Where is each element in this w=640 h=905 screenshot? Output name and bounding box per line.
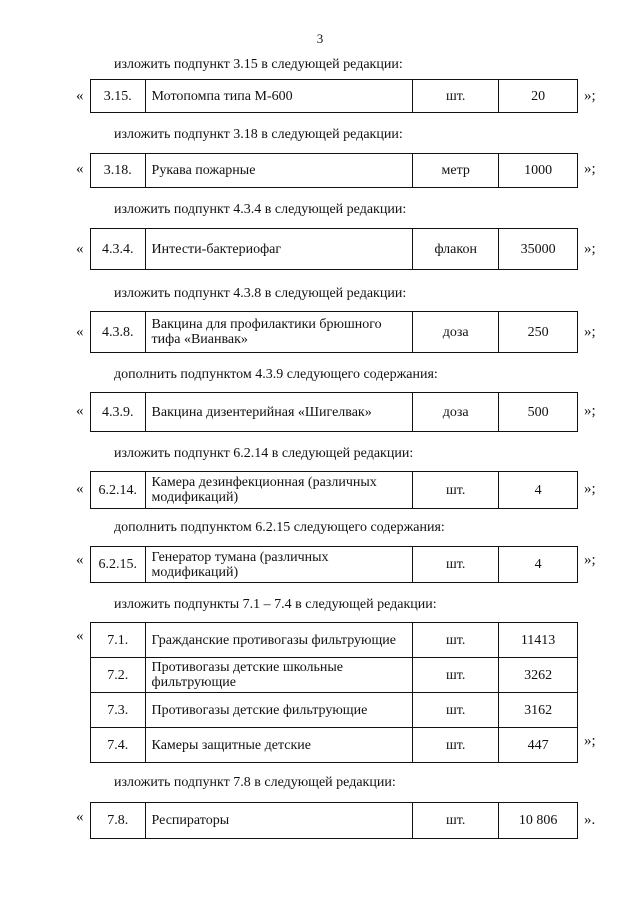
quote-open: « (76, 403, 84, 419)
quote-close: »; (584, 481, 596, 497)
item-unit: метр (413, 154, 499, 188)
item-quantity: 500 (499, 393, 578, 432)
item-number: 7.1. (91, 623, 146, 658)
table-row (91, 728, 578, 763)
item-name: Рукава пожарные (145, 154, 413, 188)
item-unit: шт. (413, 80, 499, 113)
item-quantity: 3262 (499, 658, 578, 693)
item-name: Генератор тумана (различных модификаций) (145, 547, 413, 583)
item-quantity: 4 (499, 547, 578, 583)
item-name: Камеры защитные детские (145, 728, 413, 763)
quote-open: « (76, 628, 84, 644)
item-quantity: 4 (499, 472, 578, 509)
item-quantity: 447 (499, 728, 578, 763)
intro-text: изложить подпункты 7.1 – 7.4 в следующей редакции: (114, 597, 437, 612)
item-number: 4.3.8. (91, 312, 146, 353)
item-quantity: 250 (499, 312, 578, 353)
quote-close: »; (584, 161, 596, 177)
item-table (90, 311, 578, 353)
item-unit: доза (413, 312, 499, 353)
item-table (90, 802, 578, 839)
item-quantity: 20 (499, 80, 578, 113)
table-row (91, 623, 578, 658)
item-name: Мотопомпа типа М-600 (145, 80, 413, 113)
item-unit: шт. (413, 658, 499, 693)
item-unit: шт. (413, 623, 499, 658)
quote-open: « (76, 241, 84, 257)
table-row (91, 229, 578, 270)
quote-close: »; (584, 324, 596, 340)
item-quantity: 35000 (499, 229, 578, 270)
quote-close: »; (584, 241, 596, 257)
item-table (90, 392, 578, 432)
item-quantity: 3162 (499, 693, 578, 728)
item-number: 7.3. (91, 693, 146, 728)
item-name: Вакцина для профилактики брюшного тифа «Вианвак» (145, 312, 413, 353)
item-table (90, 546, 578, 583)
item-number: 7.2. (91, 658, 146, 693)
item-unit: шт. (413, 547, 499, 583)
item-unit: шт. (413, 728, 499, 763)
item-unit: шт. (413, 693, 499, 728)
item-table (90, 471, 578, 509)
item-quantity: 11413 (499, 623, 578, 658)
item-name: Гражданские противогазы фильтрующие (145, 623, 413, 658)
table-row (91, 312, 578, 353)
intro-text: изложить подпункт 3.18 в следующей редакции: (114, 127, 403, 142)
table-row (91, 393, 578, 432)
intro-text: дополнить подпунктом 6.2.15 следующего содержания: (114, 520, 445, 535)
item-table (90, 153, 578, 188)
item-name: Интести-бактериофаг (145, 229, 413, 270)
item-table (90, 79, 578, 113)
item-unit: доза (413, 393, 499, 432)
intro-text: дополнить подпунктом 4.3.9 следующего содержания: (114, 367, 438, 382)
item-number: 7.4. (91, 728, 146, 763)
intro-text: изложить подпункт 6.2.14 в следующей редакции: (114, 446, 414, 461)
item-table (90, 228, 578, 270)
quote-open: « (76, 88, 84, 104)
item-name: Респираторы (145, 803, 413, 839)
item-number: 4.3.4. (91, 229, 146, 270)
intro-text: изложить подпункт 7.8 в следующей редакции: (114, 775, 396, 790)
quote-open: « (76, 552, 84, 568)
item-name: Камера дезинфекционная (различных модификаций) (145, 472, 413, 509)
item-name: Вакцина дизентерийная «Шигелвак» (145, 393, 413, 432)
quote-open: « (76, 809, 84, 825)
quote-close: »; (584, 88, 596, 104)
quote-open: « (76, 324, 84, 340)
item-number: 4.3.9. (91, 393, 146, 432)
item-number: 7.8. (91, 803, 146, 839)
quote-open: « (76, 161, 84, 177)
item-unit: шт. (413, 472, 499, 509)
intro-text: изложить подпункт 4.3.4 в следующей редакции: (114, 202, 407, 217)
table-row (91, 154, 578, 188)
item-name: Противогазы детские школьные фильтрующие (145, 658, 413, 693)
item-unit: флакон (413, 229, 499, 270)
item-unit: шт. (413, 803, 499, 839)
page-number: 3 (316, 31, 324, 46)
table-row (91, 803, 578, 839)
quote-close: »; (584, 733, 596, 749)
item-number: 6.2.15. (91, 547, 146, 583)
item-quantity: 10 806 (499, 803, 578, 839)
table-row (91, 547, 578, 583)
quote-close: ». (584, 812, 596, 828)
table-row (91, 80, 578, 113)
quote-close: »; (584, 403, 596, 419)
item-number: 3.15. (91, 80, 146, 113)
intro-text: изложить подпункт 3.15 в следующей редакции: (114, 57, 403, 72)
table-row (91, 693, 578, 728)
item-number: 3.18. (91, 154, 146, 188)
table-row (91, 658, 578, 693)
intro-text: изложить подпункт 4.3.8 в следующей редакции: (114, 286, 407, 301)
quote-close: »; (584, 552, 596, 568)
item-number: 6.2.14. (91, 472, 146, 509)
table-row (91, 472, 578, 509)
quote-open: « (76, 481, 84, 497)
item-quantity: 1000 (499, 154, 578, 188)
item-table (90, 622, 578, 763)
item-name: Противогазы детские фильтрующие (145, 693, 413, 728)
